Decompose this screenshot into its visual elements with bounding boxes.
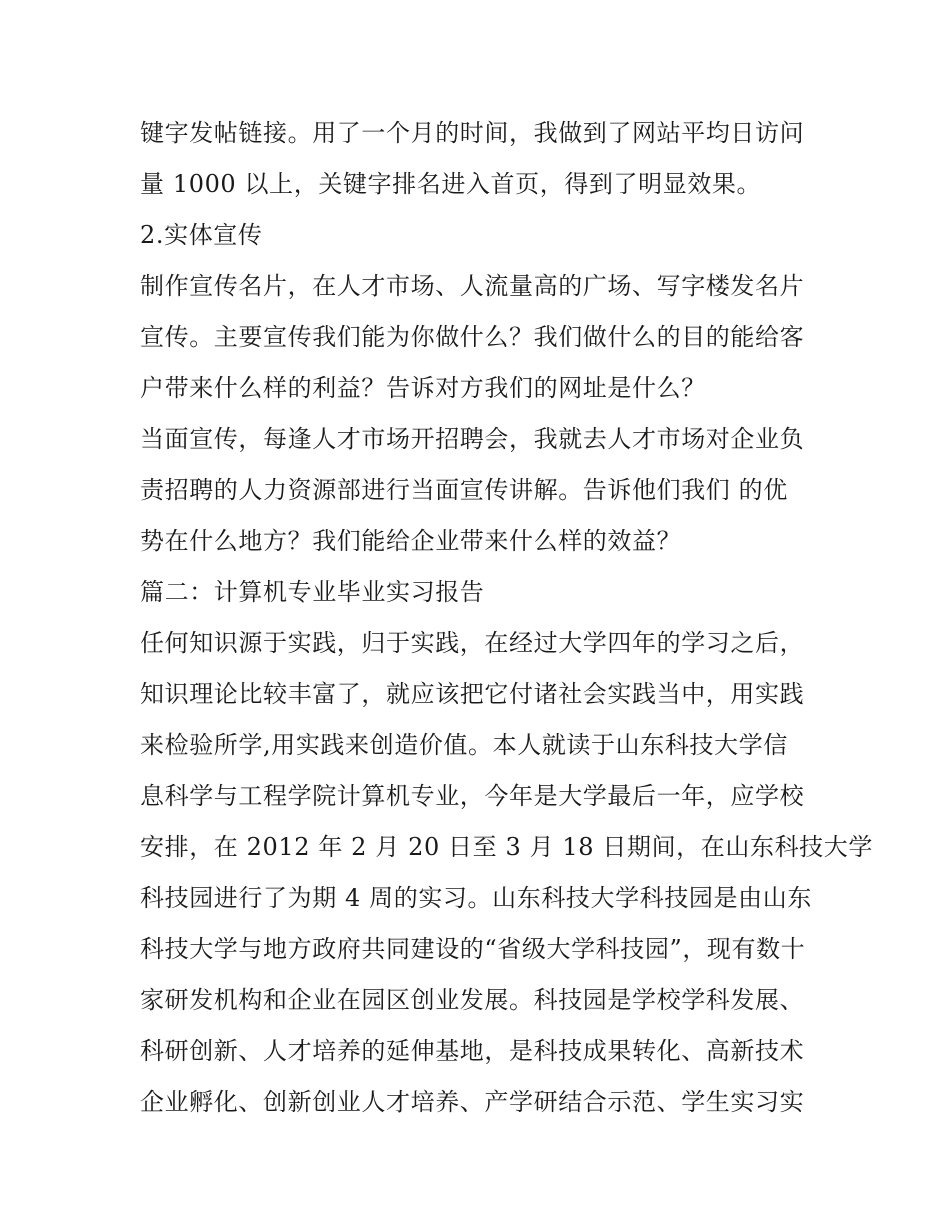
text-line: 息科学与工程学院计算机专业，今年是大学最后一年，应学校 — [140, 782, 805, 810]
text-line: 任何知识源于实践，归于实践，在经过大学四年的学习之后， — [140, 629, 805, 657]
section-heading: 2.实体宣传 — [140, 221, 263, 249]
text-line: 当面宣传，每逢人才市场开招聘会，我就去人才市场对企业负 — [140, 425, 805, 453]
text-line: 制作宣传名片，在人才市场、人流量高的广场、写字楼发名片 — [140, 272, 805, 300]
text-line: 键字发帖链接。用了一个月的时间，我做到了网站平均日访问 — [140, 119, 805, 147]
text-line: 科技大学与地方政府共同建设的“省级大学科技园”，现有数十 — [140, 935, 806, 963]
text-line: 势在什么地方？我们能给企业带来什么样的效益？ — [140, 527, 682, 555]
text-line: 宣传。主要宣传我们能为你做什么？我们做什么的目的能给客 — [140, 323, 805, 351]
article-title: 篇二：计算机专业毕业实习报告 — [140, 578, 485, 606]
text-line: 量 1000 以上，关键字排名进入首页，得到了明显效果。 — [140, 170, 762, 198]
text-line: 户带来什么样的利益？告诉对方我们的网址是什么？ — [140, 374, 706, 402]
text-line: 科研创新、人才培养的延伸基地，是科技成果转化、高新技术 — [140, 1037, 805, 1065]
text-line: 知识理论比较丰富了，就应该把它付诸社会实践当中，用实践 — [140, 680, 805, 708]
document-body — [140, 108, 873, 1128]
text-line: 科技园进行了为期 4 周的实习。山东科技大学科技园是由山东 — [140, 884, 812, 912]
text-line: 企业孵化、创新创业人才培养、产学研结合示范、学生实习实 — [140, 1088, 805, 1116]
text-line: 责招聘的人力资源部进行当面宣传讲解。告诉他们我们 的优 — [140, 476, 788, 504]
text-line: 家研发机构和企业在园区创业发展。科技园是学校学科发展、 — [140, 986, 805, 1014]
text-line: 安排，在 2012 年 2 月 20 日至 3 月 18 日期间，在山东科技大学 — [140, 833, 873, 861]
text-line: 来检验所学,用实践来创造价值。本人就读于山东科技大学信 — [140, 731, 788, 759]
